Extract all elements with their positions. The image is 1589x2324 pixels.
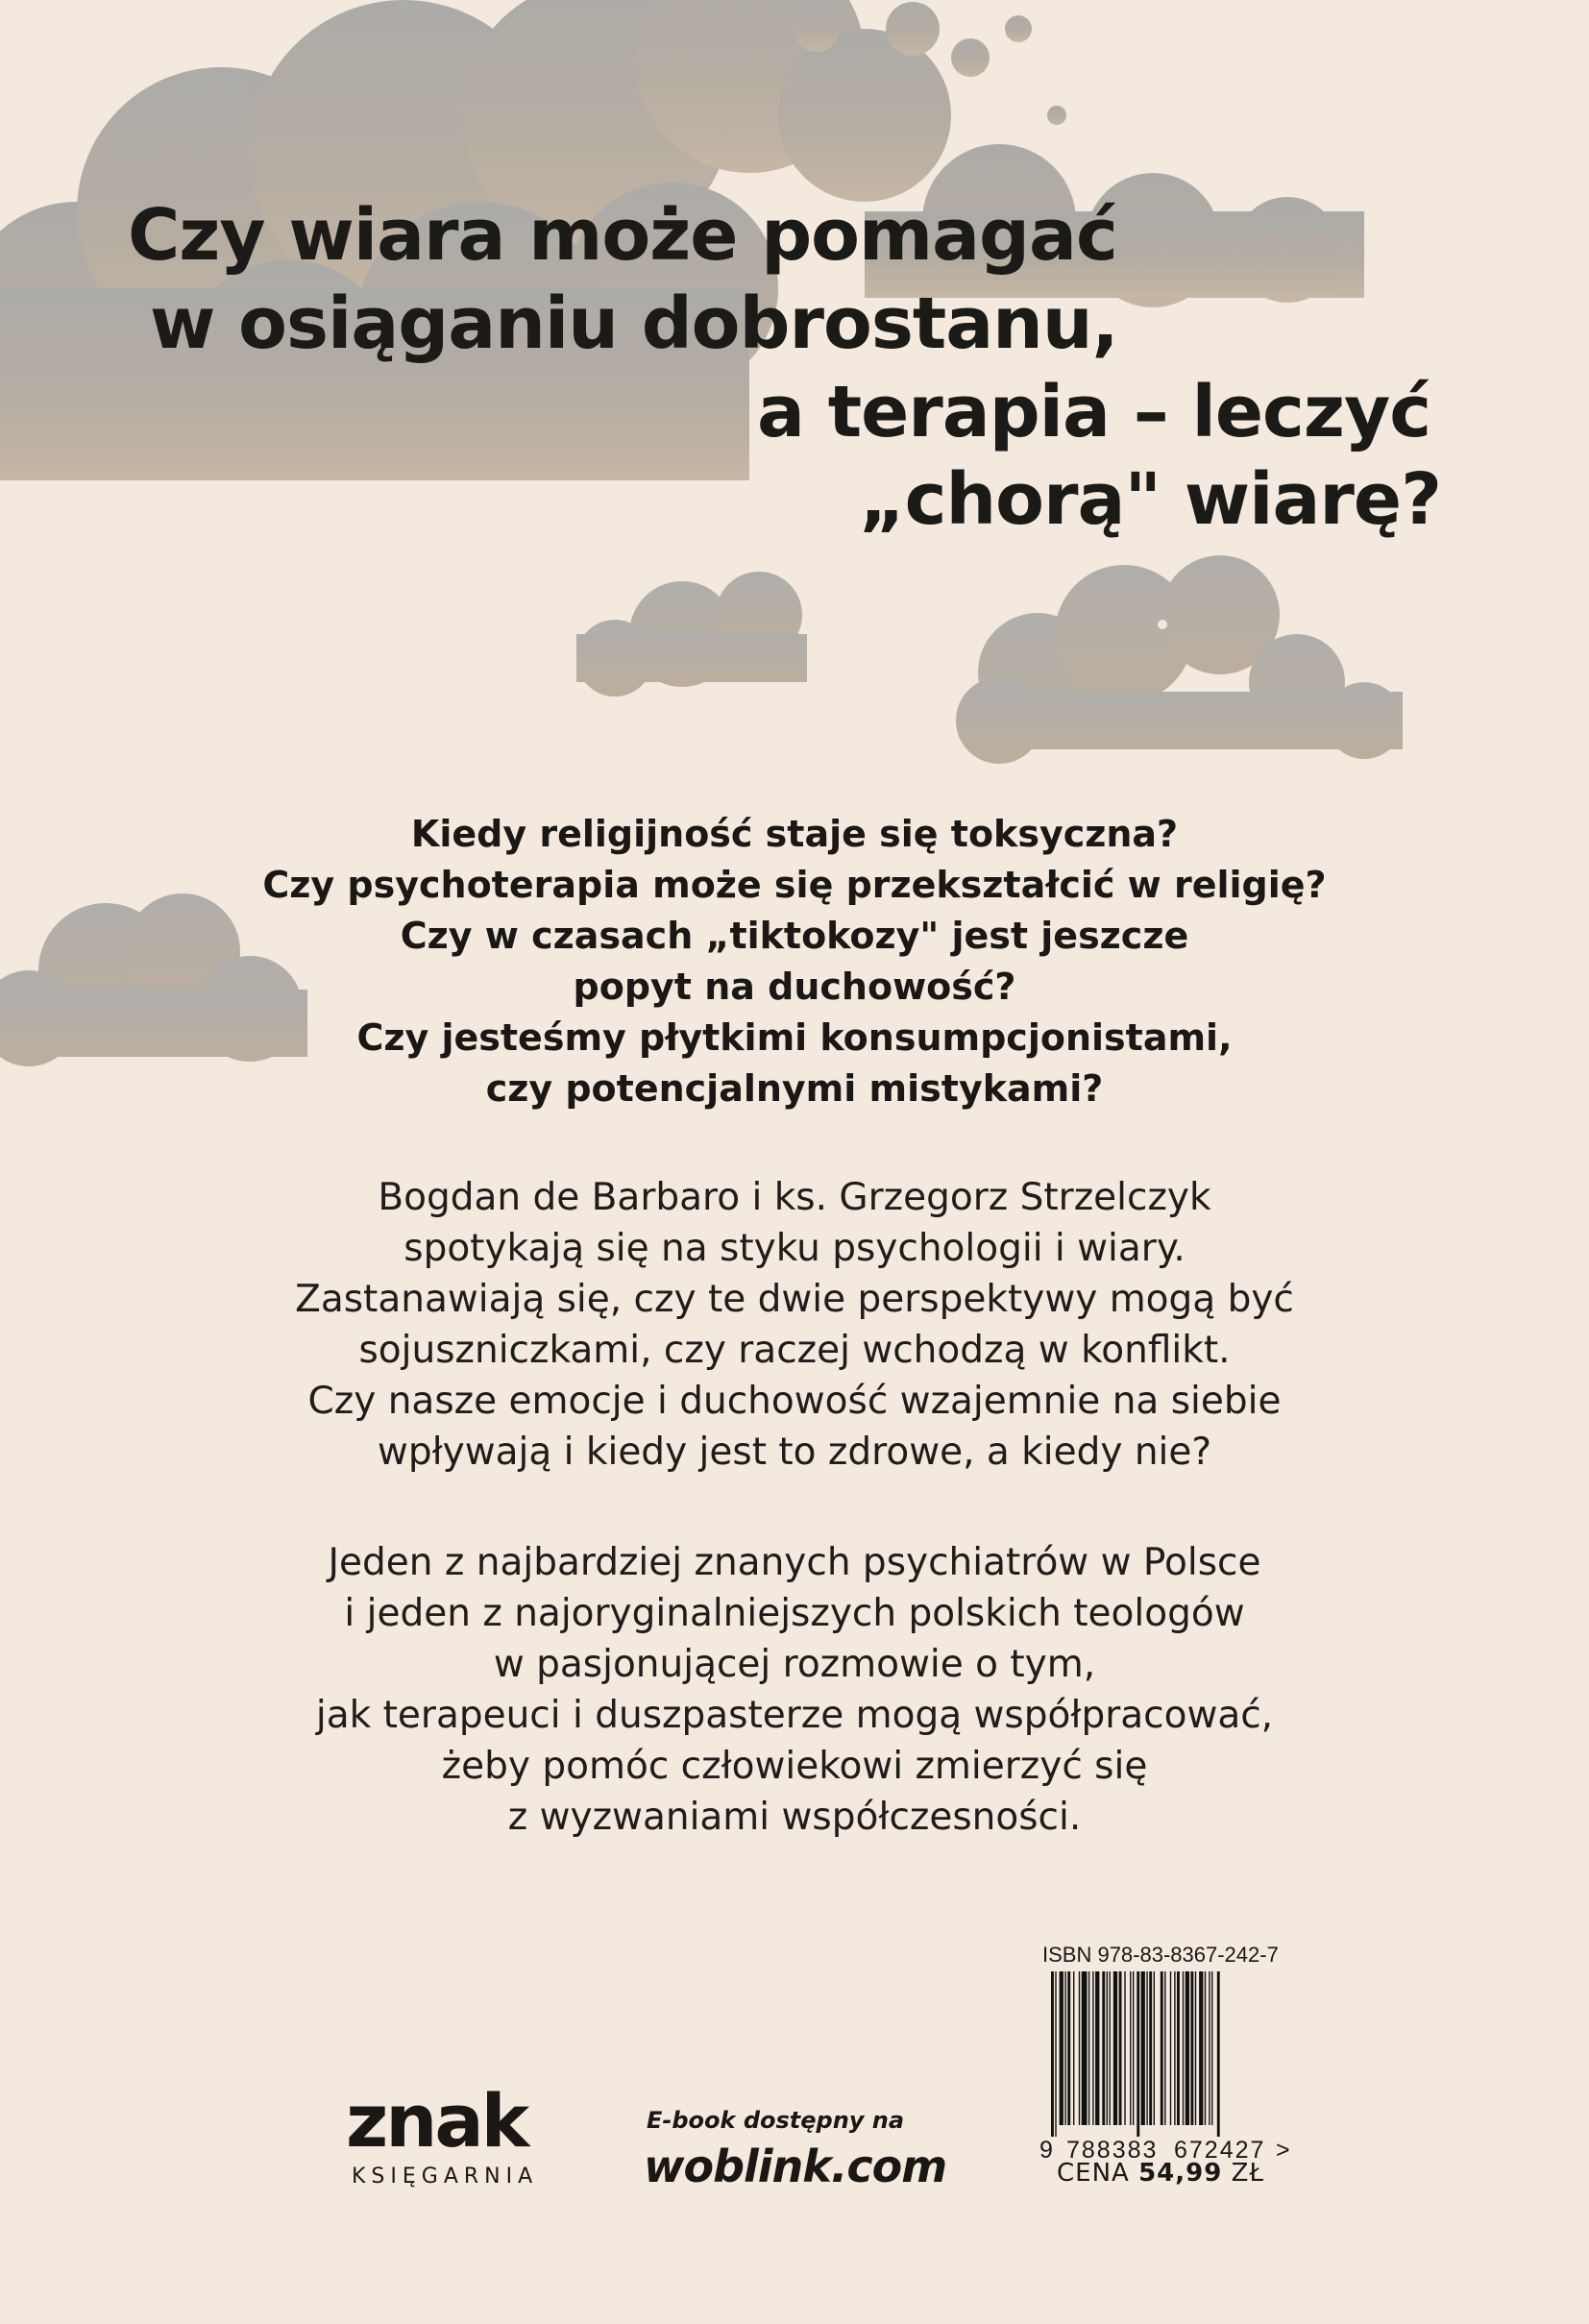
barcode-bar (1051, 1971, 1054, 2137)
barcode-bar (1186, 1971, 1189, 2125)
paragraph-line: żeby pomóc człowiekowi zmierzyć się (441, 1745, 1148, 1788)
barcode-bar (1195, 1971, 1196, 2125)
barcode-bar (1209, 1971, 1210, 2125)
paragraph-line: Bogdan de Barbaro i ks. Grzegorz Strzelczyk (378, 1176, 1211, 1219)
barcode-bar (1141, 1971, 1145, 2125)
question-line: czy potencjalnymi mistykami? (485, 1067, 1104, 1110)
paragraph-line: wpływają i kiedy jest to zdrowe, a kiedy nie? (377, 1431, 1212, 1474)
barcode-bar (1102, 1971, 1105, 2125)
headline-line-2: w osiąganiu dobrostanu, (150, 282, 1118, 365)
barcode-bar (1217, 1971, 1220, 2137)
question-line: Kiedy religijność staje się toksyczna? (410, 813, 1179, 855)
barcode-bar (1149, 1971, 1152, 2125)
barcode-bar (1164, 1971, 1165, 2125)
barcode (1039, 1971, 1289, 2137)
barcode-bar (1183, 1971, 1184, 2125)
description-paragraph-1 (0, 1172, 1589, 1478)
barcode-group-2: 672427 (1174, 2137, 1266, 2164)
isbn-number: ISBN 978-83-8367-242-7 (1042, 1943, 1279, 1967)
barcode-bar (1177, 1971, 1180, 2125)
paragraph-line: i jeden z najoryginalniejszych polskich teologów (344, 1592, 1245, 1635)
paragraph-line: Czy nasze emocje i duchowość wzajemnie na siebie (307, 1380, 1282, 1423)
headline (0, 0, 1589, 576)
barcode-bar (1174, 1971, 1175, 2125)
ebook-text: E-book dostępny na (647, 2107, 905, 2134)
price (1057, 2159, 1264, 2188)
headline-line-1: Czy wiara może pomagać (128, 194, 1117, 277)
paragraph-line: w pasjonującej rozmowie o tym, (493, 1643, 1096, 1686)
price-currency: ZŁ (1231, 2159, 1265, 2188)
znak-logo-subtitle: KSIĘGARNIA (352, 2165, 539, 2189)
barcode-first-digit: 9 (1039, 2137, 1053, 2164)
paragraph-line: jak terapeuci i duszpasterze mogą współpracować, (315, 1694, 1274, 1737)
barcode-bar (1113, 1971, 1117, 2125)
paragraph-line: Jeden z najbardziej znanych psychiatrów w Polsce (328, 1541, 1261, 1584)
barcode-bar (1060, 1971, 1063, 2125)
barcode-bar (1124, 1971, 1125, 2125)
barcode-bar (1154, 1971, 1155, 2125)
description-paragraph-2 (0, 1537, 1589, 1843)
barcode-bar (1110, 1971, 1111, 2125)
barcode-bar (1190, 1971, 1193, 2125)
barcode-bar (1092, 1971, 1093, 2125)
barcode-bar (1137, 1971, 1139, 2137)
price-label: CENA (1057, 2159, 1130, 2188)
barcode-bar (1146, 1971, 1147, 2125)
znak-logo: znak (346, 2078, 527, 2164)
paragraph-line: sojuszniczkami, czy raczej wchodzą w konflikt. (358, 1329, 1231, 1372)
barcode-bar (1161, 1971, 1163, 2125)
barcode-group-1: 788383 (1066, 2137, 1159, 2164)
barcode-end-mark: > (1276, 2137, 1290, 2164)
headline-line-4: „chorą" wiarę? (859, 458, 1442, 541)
barcode-bar (1064, 1971, 1065, 2125)
paragraph-line: Zastanawiają się, czy te dwie perspektywy mogą być (295, 1278, 1294, 1321)
barcode-bar (1119, 1971, 1122, 2125)
barcode-bar (1199, 1971, 1203, 2125)
paragraph-line: z wyzwaniami współczesności. (507, 1796, 1082, 1839)
question-line: Czy jesteśmy płytkimi konsumpcjonistami, (356, 1016, 1233, 1059)
barcode-bar (1079, 1971, 1080, 2125)
questions-block (0, 809, 1589, 1114)
barcode-bar (1082, 1971, 1088, 2125)
barcode-bar (1133, 1971, 1134, 2125)
price-amount: 54,99 (1138, 2159, 1223, 2188)
question-line: Czy w czasach „tiktokozy" jest jeszcze (400, 915, 1189, 957)
barcode-bar (1130, 1971, 1131, 2125)
barcode-bar (1170, 1971, 1171, 2125)
barcode-bar (1205, 1971, 1206, 2125)
headline-line-3: a terapia – leczyć (757, 371, 1431, 453)
question-line: popyt na duchowość? (573, 966, 1016, 1008)
barcode-bar (1107, 1971, 1108, 2125)
barcode-bar (1073, 1971, 1074, 2125)
barcode-bar (1095, 1971, 1099, 2125)
middle-cloud (576, 555, 1403, 764)
barcode-bar (1088, 1971, 1089, 2125)
barcode-bar (1067, 1971, 1070, 2125)
barcode-bar (1211, 1971, 1212, 2125)
woblink-logo: woblink.com (644, 2141, 947, 2192)
paragraph-line: spotykają się na styku psychologii i wiary. (403, 1227, 1186, 1270)
question-line: Czy psychoterapia może się przekształcić w religię? (262, 864, 1327, 906)
barcode-bar (1055, 1971, 1056, 2137)
